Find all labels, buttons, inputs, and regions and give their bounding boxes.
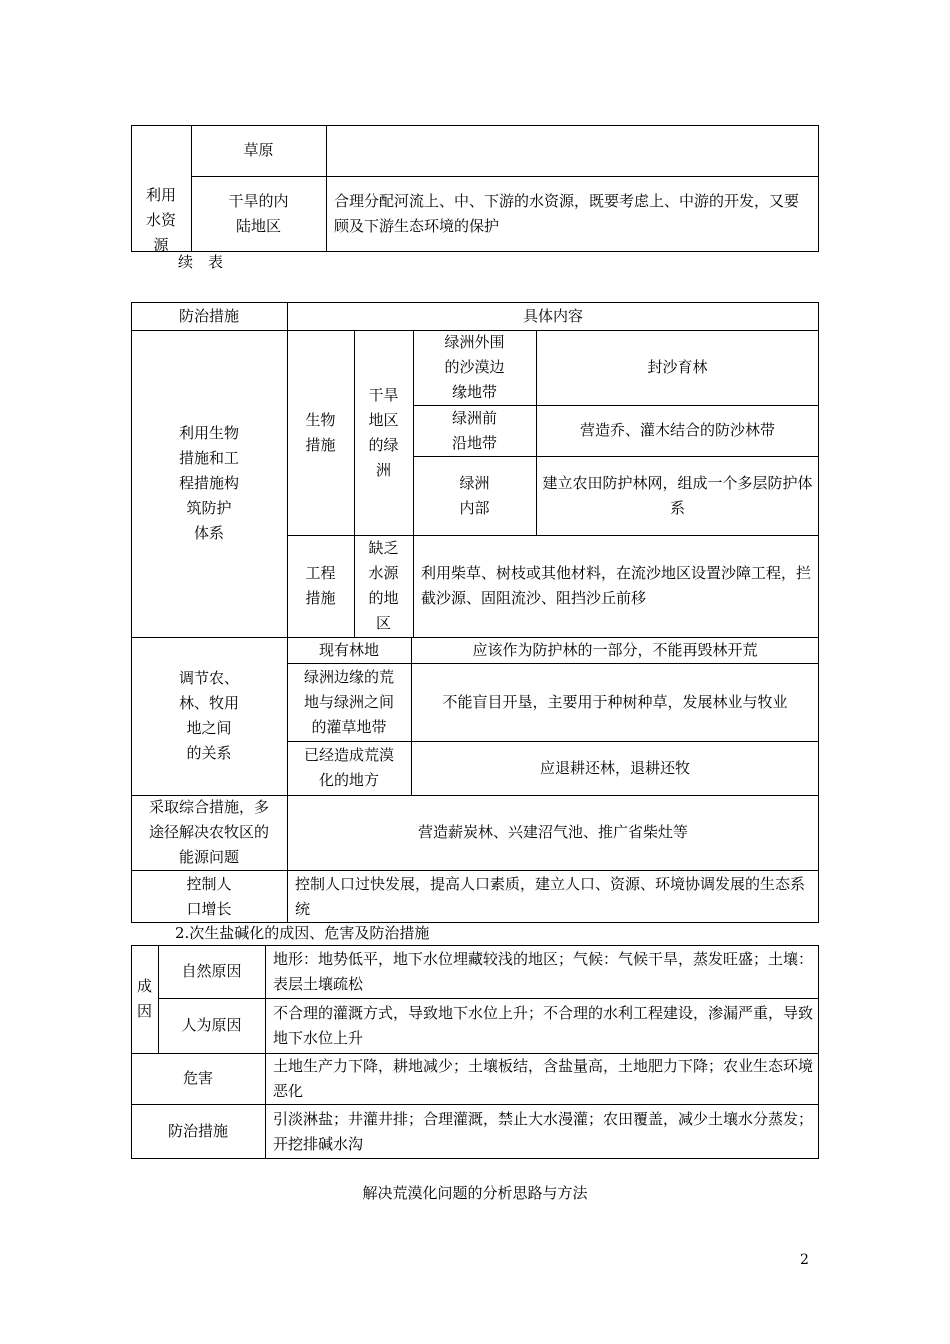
cause-label: 成 因	[136, 977, 152, 1020]
natural-cause-content: 地形：地势低平，地下水位埋藏较浅的地区；气候：气候干旱，蒸发旺盛；土壤：表层土壤疏松	[273, 949, 814, 993]
shrub-grass-zone-content: 不能盲目开垦，主要用于种树种草，发展林业与牧业	[442, 692, 788, 711]
energy-measures-label: 采取综合措施，多 途径解决农牧区的 能源问题	[148, 798, 269, 866]
header-measures: 防治措施	[178, 306, 239, 325]
land-use-relation-label: 调节农、 林、牧用 地之间 的关系	[178, 669, 239, 762]
population-control-label: 控制人 口增长	[186, 874, 232, 918]
harm-content: 土地生产力下降，耕地减少；土壤板结，含盐量高，土地肥力下降；农业生态环境恶化	[273, 1056, 814, 1100]
section2-title: 2.次生盐碱化的成因、危害及防治措施	[175, 924, 430, 942]
footer-title: 解决荒漠化问题的分析思路与方法	[362, 1184, 588, 1202]
harm-label: 危害	[182, 1069, 213, 1087]
protective-system-label: 利用生物 措施和工 程措施构 筑防护 体系	[178, 424, 239, 542]
arid-inland-label: 干旱的内 陆地区	[228, 192, 289, 235]
engineering-measures-label: 工程 措施	[305, 564, 336, 607]
prevention-label: 防治措施	[167, 1122, 228, 1140]
oasis-front-zone: 绿洲前 沿地带	[451, 408, 497, 452]
shrub-grass-zone-label: 绿洲边缘的荒 地与绿洲之间 的灌草地带	[303, 667, 394, 736]
biological-measures-label: 生物 措施	[305, 410, 336, 454]
water-scarce-area-label: 缺乏 水源 的地 区	[368, 539, 399, 632]
arid-inland-content: 合理分配河流上、中、下游的水资源，既要考虑上、中游的开发，又要顾及下游生态环境的保护	[334, 192, 800, 235]
existing-forest-content: 应该作为防护林的一部分，不能再毁林开荒	[472, 640, 758, 659]
population-control-content: 控制人口过快发展，提高人口素质，建立人口、资源、环境协调发展的生态系统	[295, 874, 806, 918]
oasis-front-content: 营造乔、灌木结合的防沙林带	[579, 421, 775, 439]
page-number: 2	[800, 1252, 809, 1268]
energy-measures-content: 营造薪炭林、兴建沼气池、推广省柴灶等	[417, 823, 688, 841]
arid-oasis-label: 干旱 地区 的绿 洲	[368, 385, 399, 479]
oasis-interior-content: 建立农田防护林网，组成一个多层防护体系	[542, 473, 813, 517]
desertified-land-label: 已经造成荒漠 化的地方	[303, 746, 394, 789]
desertified-land-content: 应退耕还林，退耕还牧	[539, 758, 690, 777]
header-content: 具体内容	[522, 306, 583, 325]
continued-label: 续 表	[178, 253, 224, 271]
grassland-label: 草原	[243, 141, 274, 159]
oasis-interior-zone: 绿洲 内部	[459, 473, 490, 517]
engineering-content: 利用柴草、树枝或其他材料，在流沙地区设置沙障工程，拦截沙源、固阻流沙、阻挡沙丘前移	[421, 564, 812, 607]
natural-cause-label: 自然原因	[181, 962, 242, 980]
human-cause-content: 不合理的灌溉方式，导致地下水位上升；不合理的水利工程建设，渗漏严重，导致地下水位上升	[273, 1003, 814, 1047]
water-resource-group-label: 利用 水资 源	[145, 186, 176, 254]
prevention-content: 引淡淋盐；井灌井排；合理灌溉，禁止大水漫灌；农田覆盖，减少土壤水分蒸发；开挖排碱水沟	[273, 1109, 814, 1153]
existing-forest-label: 现有林地	[318, 640, 379, 659]
grassland-content	[326, 125, 819, 176]
oasis-periphery-content: 封沙育林	[647, 358, 708, 376]
oasis-periphery-zone: 绿洲外围 的沙漠边 缘地带	[444, 333, 505, 401]
human-cause-label: 人为原因	[181, 1016, 242, 1034]
